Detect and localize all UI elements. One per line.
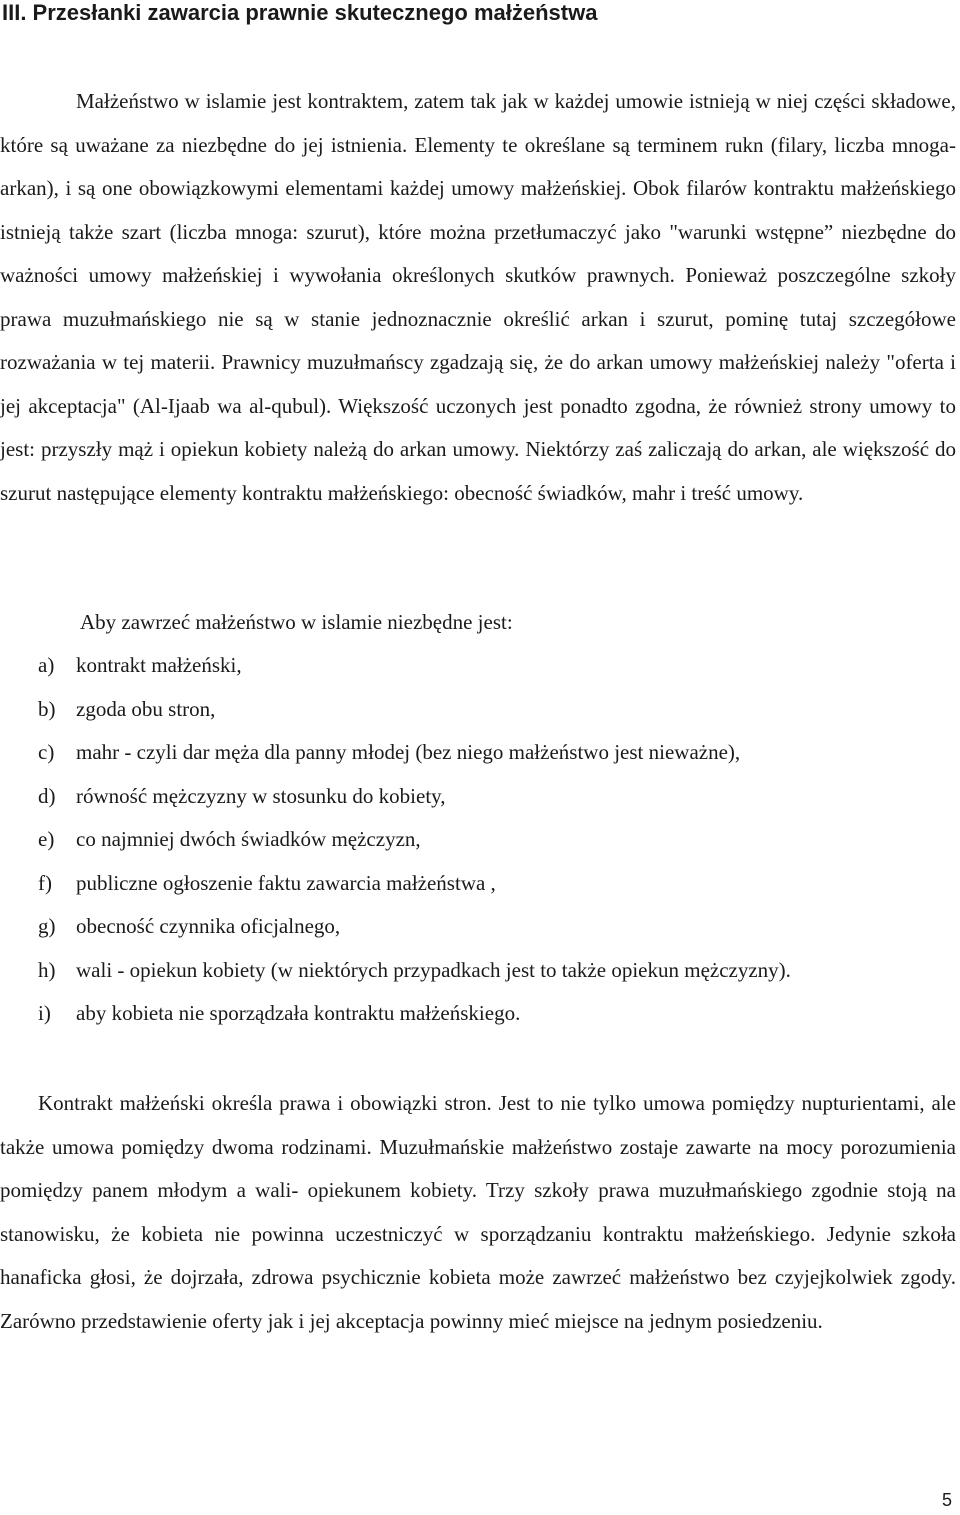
list-item	[0, 905, 956, 949]
list-marker: b)	[38, 696, 56, 721]
section-heading: III. Przesłanki zawarcia prawnie skutecznego małżeństwa	[2, 0, 598, 25]
list-item-text: zgoda obu stron,	[76, 696, 216, 721]
paragraph-contract-parties: Kontrakt małżeński określa prawa i obowiązki stron. Jest to nie tylko umowa pomiędzy nupturientami, ale także umowa pomiędzy dwoma rodzinami. Muzułmańskie małżeństwo zostaje zawarte na mocy porozumienia pomiędzy panem młodym a wali- opiekunem kobiety. Trzy szkoły prawa muzułmańskiego zgodnie stoją na stanowisku, że kobieta nie powinna uczestniczyć w sporządzaniu kontraktu małżeńskiego. Jedynie szkoła hanaficka głosi, że dojrzała, zdrowa psychicznie kobieta może zawrzeć małżeństwo bez czyjejkolwiek zgody. Zarówno przedstawienie oferty jak i jej akceptacja powinny mieć miejsce na jednym posiedzeniu.	[0, 1091, 956, 1333]
requirements-list	[0, 644, 956, 1036]
list-item	[0, 949, 956, 993]
list-item	[0, 775, 956, 819]
list-marker: a)	[38, 653, 55, 677]
list-item-text: aby kobieta nie sporządzała kontraktu małżeńskiego.	[76, 1001, 521, 1025]
list-item	[0, 731, 956, 775]
list-marker: h)	[38, 957, 56, 982]
list-item	[0, 688, 956, 732]
list-marker: d)	[38, 783, 56, 808]
requirements-intro: Aby zawrzeć małżeństwo w islamie niezbędne jest:	[80, 610, 513, 634]
list-marker: i)	[38, 1001, 51, 1025]
page-number: 5	[941, 1490, 952, 1510]
list-item-text: wali - opiekun kobiety (w niektórych przypadkach jest to także opiekun mężczyzny).	[76, 957, 791, 982]
list-item-text: mahr - czyli dar męża dla panny młodej (bez niego małżeństwo jest nieważne),	[76, 740, 741, 764]
list-marker: g)	[38, 914, 56, 938]
list-item-text: co najmniej dwóch świadków mężczyzn,	[76, 827, 421, 851]
list-item	[0, 992, 956, 1036]
list-item-text: publiczne ogłoszenie faktu zawarcia małżeństwa ,	[76, 870, 496, 895]
list-marker: c)	[38, 740, 55, 764]
list-marker: e)	[38, 827, 55, 851]
list-item	[0, 818, 956, 862]
list-item	[0, 862, 956, 906]
list-item	[0, 644, 956, 688]
list-item-text: kontrakt małżeński,	[76, 653, 242, 677]
list-marker: f)	[38, 870, 52, 895]
paragraph-marriage-contract: Małżeństwo w islamie jest kontraktem, zatem tak jak w każdej umowie istnieją w niej części składowe, które są uważane za niezbędne do jej istnienia. Elementy te określane są terminem rukn (filary, liczba mnoga- arkan), i są one obowiązkowymi elementami każdej umowy małżeńskiej. Obok filarów kontraktu małżeńskiego istnieją także szart (liczba mnoga: szurut), które można przetłumaczyć jako "warunki wstępne” niezbędne do ważności umowy małżeńskiej i wywołania określonych skutków prawnych. Ponieważ poszczególne szkoły prawa muzułmańskiego nie są w stanie jednoznacznie określić arkan i szurut, pominę tutaj szczegółowe rozważania w tej materii. Prawnicy muzułmańscy zgadzają się, że do arkan umowy małżeńskiej należy "oferta i jej akceptacja" (Al-Ijaab wa al-qubul). Większość uczonych jest ponadto zgodna, że również strony umowy to jest: przyszły mąż i opiekun kobiety należą do arkan umowy. Niektórzy zaś zaliczają do arkan, ale większość do szurut następujące elementy kontraktu małżeńskiego: obecność świadków, mahr i treść umowy.	[0, 89, 956, 505]
list-item-text: równość mężczyzny w stosunku do kobiety,	[76, 783, 446, 808]
list-item-text: obecność czynnika oficjalnego,	[76, 914, 341, 938]
